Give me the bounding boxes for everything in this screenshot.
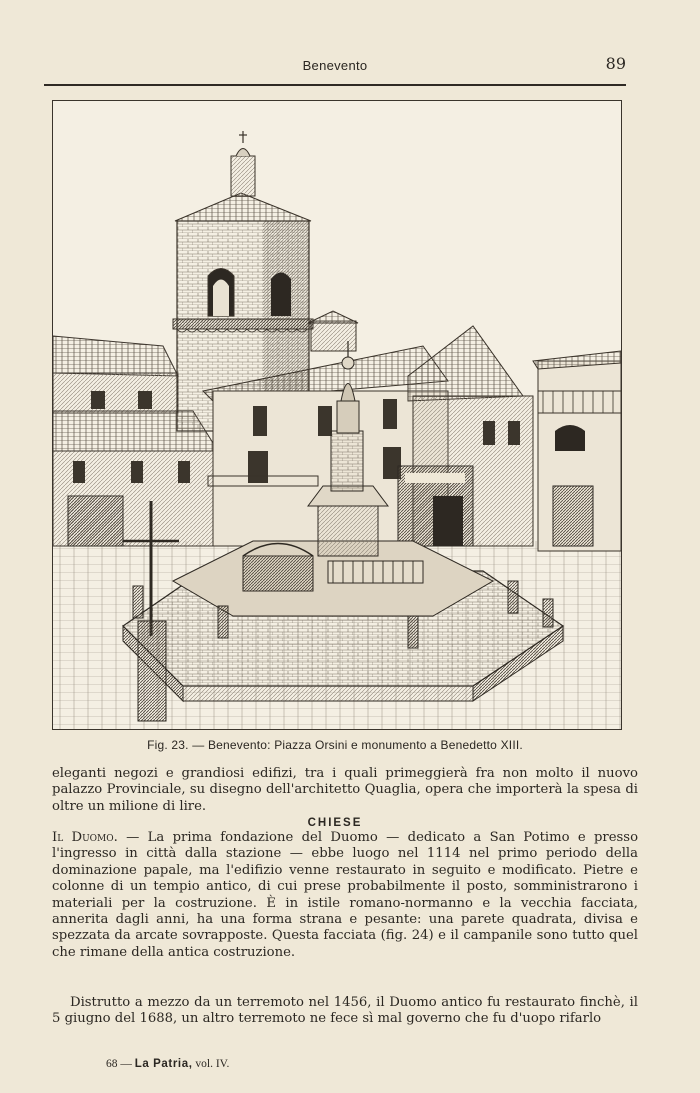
duomo-body: — La prima fondazione del Duomo — dedicato a San Potimo e presso l'ingresso in città dalla stazione — ebbe luogo nel 1114 nel primo periodo della dominazione papale, ma l'edifizio venne restaurato in seguito e modificato. Pietre e colonne di un tempio antico, di cui prese probabilmente il posto, somministrarono i materiali per la costruzione. È in istile romano-normanno e la vecchia facciata, annerita dagli anni, ha una forma strana e pesante: una parete quadrata, divisa e spezzata da arcate sovrapposte. Questa facciata (fig. 24) e il campanile sono tutto quel che rimane della antica costruzione. <box>52 830 639 960</box>
page-number: 89 <box>605 54 626 73</box>
publication-title: La Patria, <box>134 1058 193 1070</box>
engraving-illustration <box>52 100 622 730</box>
section-heading: CHIESE <box>307 817 363 829</box>
figure-caption: Fig. 23. — Benevento: Piazza Orsini e monumento a Benedetto XIII. <box>147 738 523 752</box>
engraving-drawing <box>53 101 621 729</box>
volume-label: vol. IV. <box>195 1058 230 1070</box>
earthquake-paragraph: Distrutto a mezzo da un terremoto nel 1456, il Duomo antico fu restaurato finchè, il 5 giugno del 1688, un altro terremoto ne fece sì mal governo che fu d'uopo rifarlo <box>52 995 638 1027</box>
sheet-number: 68 — <box>106 1058 132 1070</box>
intro-paragraph: eleganti negozi e grandiosi edifizi, tra i quali primeggierà fra non molto il nuovo palazzo Provinciale, su disegno dell'architetto Quaglia, opera che importerà la spesa di oltre un milione di lire. <box>52 766 638 814</box>
duomo-lead: Il Duomo. <box>52 830 118 845</box>
page-header <box>44 54 626 80</box>
duomo-paragraph <box>52 830 638 961</box>
page-footer <box>106 1058 229 1070</box>
running-title: Benevento <box>302 58 368 73</box>
header-rule <box>44 84 626 86</box>
